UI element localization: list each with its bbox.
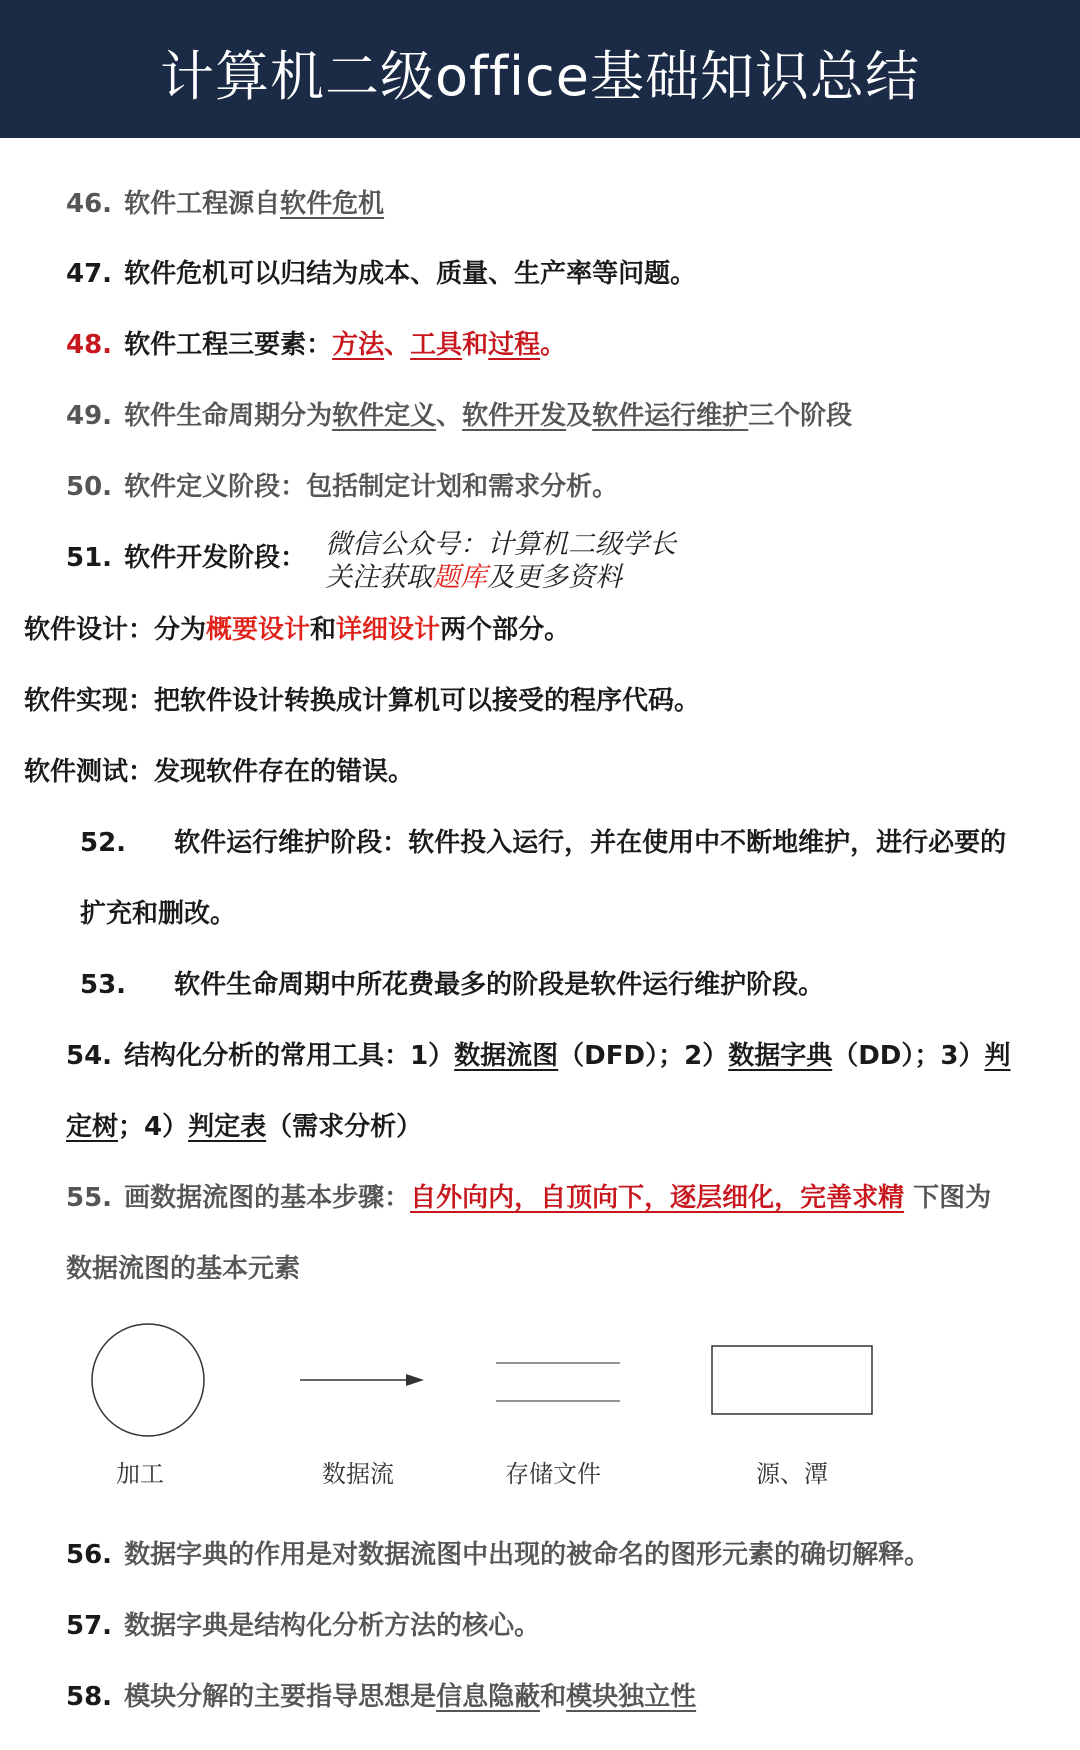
- watermark-text: 关注获取: [325, 562, 433, 593]
- item-text: 画数据流图的基本步骤：: [124, 1183, 411, 1213]
- item-highlight: 过程: [488, 330, 541, 360]
- item-text: 软件测试：发现软件存在的错误。: [24, 757, 415, 787]
- item-text: 软件设计：分为: [24, 615, 207, 645]
- item-52: [80, 826, 1006, 860]
- item-54-cont: [66, 1110, 422, 1144]
- item-text: 软件实现：把软件设计转换成计算机可以接受的程序代码。: [24, 686, 701, 716]
- item-text: 数据流图的基本元素: [66, 1254, 301, 1284]
- item-text: 三个阶段: [748, 401, 853, 431]
- header-banner: [0, 0, 1080, 138]
- item-highlight: 模块独立性: [566, 1682, 697, 1712]
- page-title: 计算机二级office基础知识总结: [160, 45, 920, 108]
- item-text: 软件生命周期分为: [124, 401, 333, 431]
- item-text: 模块分解的主要指导思想是: [124, 1682, 437, 1712]
- item-text: （DD）；3）: [832, 1041, 985, 1071]
- item-highlight: 概要设计: [206, 615, 311, 645]
- item-55: [66, 1181, 991, 1215]
- item-text: 下图为: [904, 1183, 992, 1213]
- item-56: [66, 1538, 930, 1572]
- item-58: [66, 1680, 696, 1714]
- item-51: [66, 541, 306, 575]
- watermark-note: [325, 528, 676, 594]
- item-text: 数据字典的作用是对数据流图中出现的被命名的图形元素的确切解释。: [124, 1540, 931, 1570]
- item-number: 46.: [66, 189, 113, 219]
- source-sink-rect: [712, 1346, 872, 1414]
- data-flow-arrowhead: [406, 1374, 424, 1386]
- item-number: 48.: [66, 330, 113, 360]
- watermark-highlight: 题库: [433, 562, 487, 593]
- item-text: 软件生命周期中所花费最多的阶段是软件运行维护阶段。: [174, 970, 825, 1000]
- software-impl-line: [24, 684, 700, 718]
- item-text: ；4）: [118, 1112, 189, 1142]
- watermark-text: 及更多资料: [487, 562, 622, 593]
- item-text: 软件开发阶段：: [124, 543, 307, 573]
- dfd-elements-diagram: [0, 1310, 1080, 1500]
- item-highlight: 自外向内，自顶向下，逐层细化，完善求精: [410, 1183, 905, 1213]
- item-text: 、: [436, 401, 463, 431]
- item-53: [80, 968, 824, 1002]
- item-number: 51.: [66, 543, 113, 573]
- item-text: 和: [310, 615, 337, 645]
- item-57: [66, 1609, 540, 1643]
- label-data-flow: 数据流: [322, 1460, 394, 1488]
- dfd-shapes: [0, 1310, 1080, 1450]
- item-48: [66, 328, 566, 362]
- item-52-cont: [80, 897, 236, 931]
- item-text: 和: [462, 330, 489, 360]
- item-text: 软件危机可以归结为成本、质量、生产率等问题。: [124, 259, 697, 289]
- item-50: [66, 470, 618, 504]
- item-number: 58.: [66, 1682, 113, 1712]
- label-data-store: 存储文件: [505, 1460, 601, 1488]
- item-text: 、: [384, 330, 411, 360]
- item-number: 54.: [66, 1041, 113, 1071]
- item-highlight: 软件运行维护: [592, 401, 749, 431]
- item-highlight: 软件开发: [462, 401, 567, 431]
- item-text: （DFD）；2）: [558, 1041, 729, 1071]
- item-highlight: 判定表: [188, 1112, 267, 1142]
- item-text: 软件工程三要素：: [124, 330, 333, 360]
- item-highlight: 判: [984, 1041, 1011, 1071]
- item-highlight: 方法: [332, 330, 385, 360]
- item-number: 53.: [80, 970, 127, 1000]
- item-text: 数据字典是结构化分析方法的核心。: [124, 1611, 541, 1641]
- item-number: 50.: [66, 472, 113, 502]
- item-highlight: 软件定义: [332, 401, 437, 431]
- item-text: （需求分析）: [266, 1112, 423, 1142]
- item-highlight: 详细设计: [336, 615, 441, 645]
- item-number: 52.: [80, 828, 127, 858]
- item-text: 扩充和删改。: [80, 899, 237, 929]
- item-highlight: 数据字典: [728, 1041, 833, 1071]
- label-process: 加工: [116, 1460, 164, 1488]
- item-highlight: 工具: [410, 330, 463, 360]
- item-text: 软件定义阶段：包括制定计划和需求分析。: [124, 472, 619, 502]
- item-text: 软件工程源自: [124, 189, 281, 219]
- item-number: 57.: [66, 1611, 113, 1641]
- item-highlight: 软件危机: [280, 189, 385, 219]
- process-circle: [92, 1324, 204, 1436]
- item-47: [66, 257, 696, 291]
- item-49: [66, 399, 852, 433]
- item-text: 及: [566, 401, 593, 431]
- item-text: 和: [540, 1682, 567, 1712]
- item-55-cont: [66, 1252, 300, 1286]
- item-number: 55.: [66, 1183, 113, 1213]
- software-design-line: [24, 613, 570, 647]
- item-number: 47.: [66, 259, 113, 289]
- item-number: 49.: [66, 401, 113, 431]
- label-source-sink: 源、潭: [756, 1460, 828, 1488]
- item-text: 结构化分析的常用工具：1）: [124, 1041, 455, 1071]
- item-highlight: 信息隐蔽: [436, 1682, 541, 1712]
- watermark-line-2: [325, 561, 676, 594]
- watermark-line-1: 微信公众号：计算机二级学长: [325, 529, 676, 560]
- item-46: [66, 187, 384, 221]
- item-highlight: 定树: [66, 1112, 119, 1142]
- item-text: 两个部分。: [440, 615, 571, 645]
- item-text: 。: [540, 330, 567, 360]
- software-test-line: [24, 755, 414, 789]
- item-text: 软件运行维护阶段：软件投入运行，并在使用中不断地维护，进行必要的: [174, 828, 1007, 858]
- item-number: 56.: [66, 1540, 113, 1570]
- item-highlight: 数据流图: [454, 1041, 559, 1071]
- item-54: [66, 1039, 1011, 1073]
